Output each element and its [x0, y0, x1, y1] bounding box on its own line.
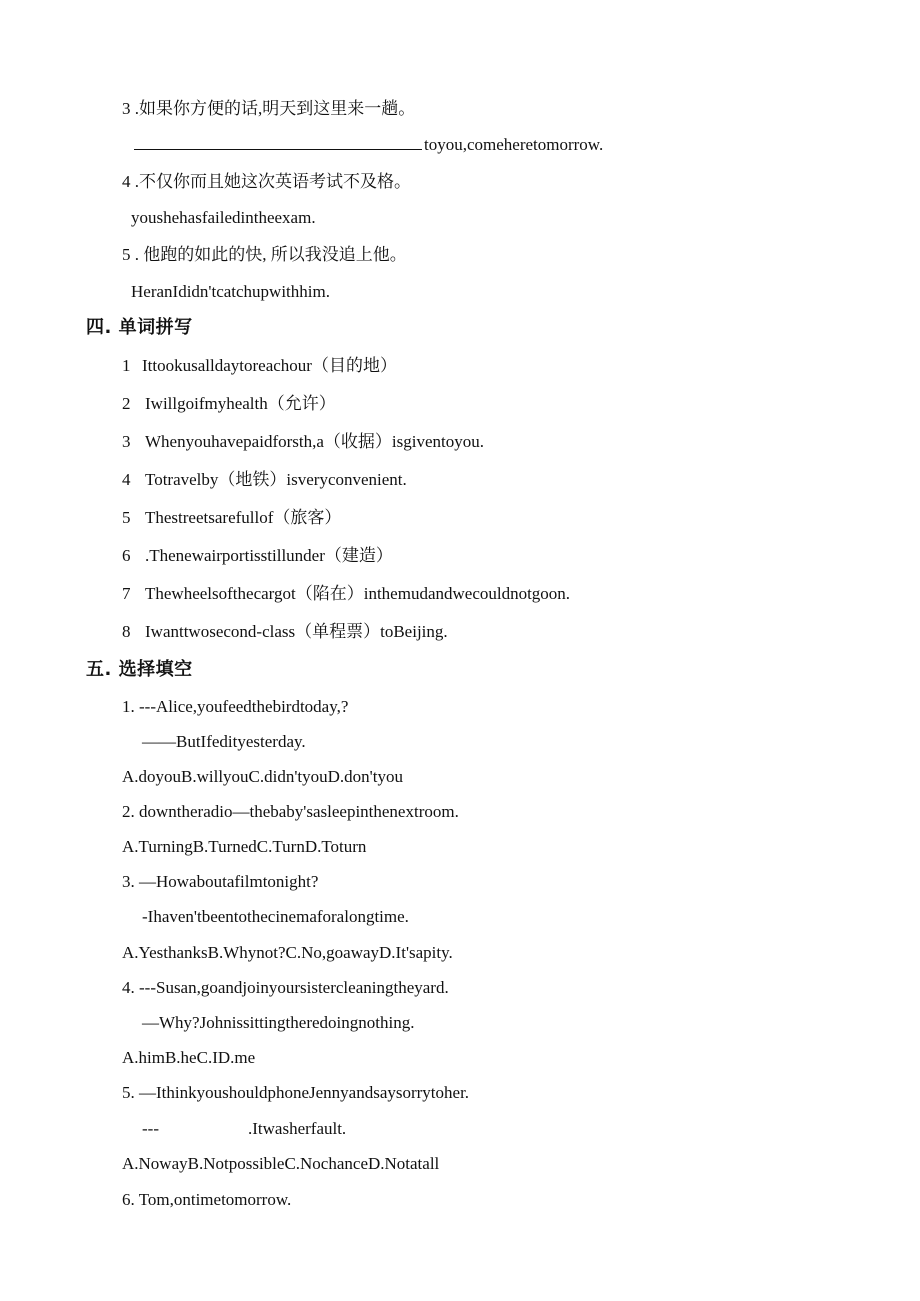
answer-line: —Why?Johnissittingtheredoingnothing.	[142, 1013, 415, 1032]
item-text: Whenyouhavepaidforsth,a（收据）isgiventoyou.	[145, 432, 484, 451]
question-line: 2. downtheradio—thebaby'sasleepinthenextroom.	[122, 802, 459, 821]
spelling-item	[122, 355, 397, 377]
item-number: 1	[122, 356, 131, 375]
translation-q3: 3 .如果你方便的话,明天到这里来一趟。	[122, 99, 416, 118]
item-text: Thewheelsofthecargot（陷在）inthemudandwecouldnotgoon.	[145, 584, 571, 603]
spelling-item	[122, 507, 341, 529]
translation-q3-answer	[134, 134, 603, 156]
item-text: Iwanttwosecond-class（单程票）toBeijing.	[145, 622, 448, 641]
spelling-item	[122, 393, 336, 415]
options-line: A.YesthanksB.Whynot?C.No,goawayD.It'sapity.	[122, 943, 453, 962]
item-number: 4	[122, 470, 131, 489]
question-line: 6. Tom,ontimetomorrow.	[122, 1190, 292, 1209]
answer-line-tail: .Itwasherfault.	[248, 1119, 347, 1138]
spelling-item	[122, 469, 407, 491]
translation-q5-answer: HeranIdidn'tcatchupwithhim.	[131, 282, 330, 301]
options-line: A.NowayB.NotpossibleC.NochanceD.Notatall	[122, 1154, 440, 1173]
item-number: 8	[122, 622, 131, 641]
question-line: 3. —Howaboutafilmtonight?	[122, 872, 319, 891]
spelling-item	[122, 545, 393, 567]
item-text: .Thenewairportisstillunder（建造）	[145, 546, 393, 565]
item-text: Iwillgoifmyhealth（允许）	[145, 394, 336, 413]
translation-q4-answer: youshehasfailedintheexam.	[131, 208, 316, 227]
options-line: A.TurningB.TurnedC.TurnD.Toturn	[122, 837, 367, 856]
translation-q5: 5 . 他跑的如此的快, 所以我没追上他。	[122, 245, 407, 264]
item-text: Totravelby（地铁）isveryconvenient.	[145, 470, 407, 489]
spelling-item	[122, 431, 484, 453]
item-number: 3	[122, 432, 131, 451]
question-line: 5. —IthinkyoushouldphoneJennyandsaysorrytoher.	[122, 1083, 470, 1102]
question-line: 1. ---Alice,youfeedthebirdtoday,?	[122, 697, 349, 716]
item-text: Thestreetsarefullof（旅客）	[145, 508, 342, 527]
item-number: 5	[122, 508, 131, 527]
answer-line: -Ihaven'tbeentothecinemaforalongtime.	[142, 907, 409, 926]
section5-heading: 五. 选择填空	[86, 659, 193, 680]
answer-blank[interactable]	[134, 135, 422, 150]
spelling-item	[122, 621, 448, 643]
question-line: 4. ---Susan,goandjoinyoursistercleaningtheyard.	[122, 978, 449, 997]
options-line: A.doyouB.willyouC.didn'tyouD.don'tyou	[122, 767, 403, 786]
item-text: Ittookusalldaytoreachour（目的地）	[142, 356, 397, 375]
section4-heading: 四. 单词拼写	[86, 317, 193, 338]
translation-q3-answer-tail: toyou,comeheretomorrow.	[424, 135, 604, 154]
spelling-item	[122, 583, 570, 605]
options-line: A.himB.heC.ID.me	[122, 1048, 256, 1067]
item-number: 6	[122, 546, 131, 565]
answer-line-dashes: ---	[142, 1119, 159, 1138]
translation-q4: 4 .不仅你而且她这次英语考试不及格。	[122, 172, 411, 191]
item-number: 2	[122, 394, 131, 413]
answer-line: ——ButIfedityesterday.	[142, 732, 306, 751]
item-number: 7	[122, 584, 131, 603]
